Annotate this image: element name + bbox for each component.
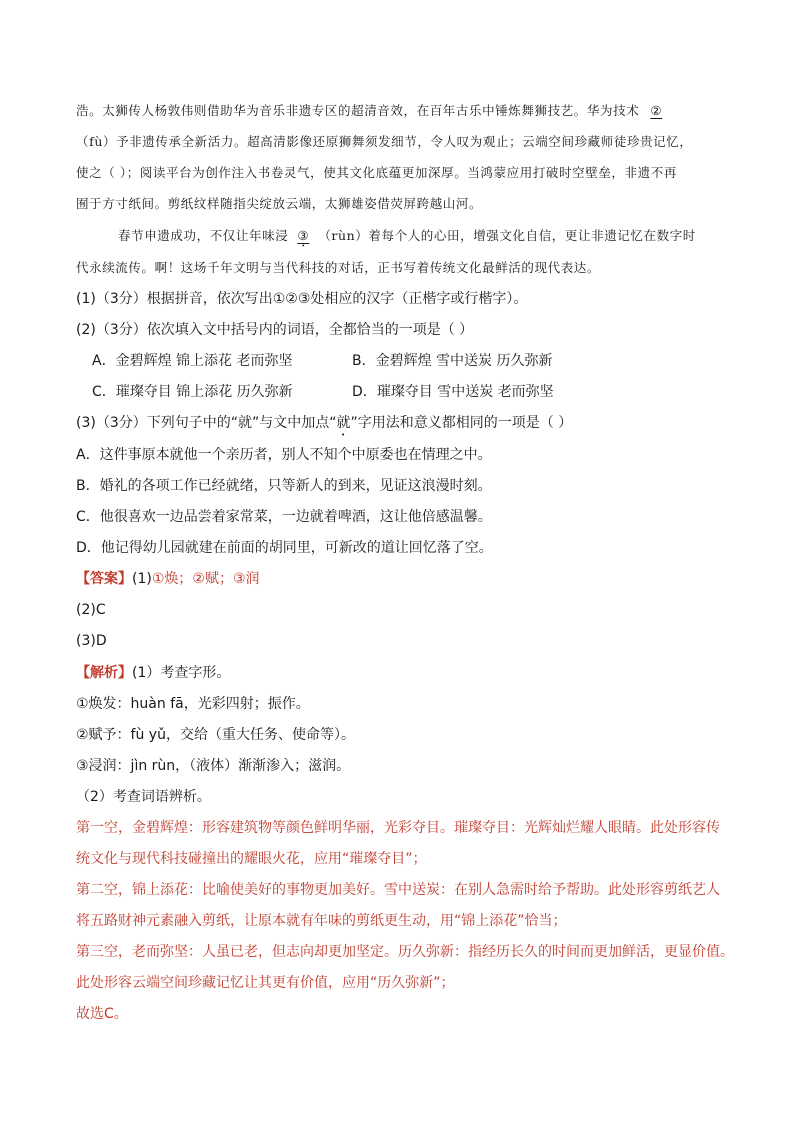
passage-text: 春节申遗成功，不仅让年味浸: [118, 228, 289, 243]
answer-line-2: (2)C: [76, 602, 106, 618]
passage-text: （rùn）着每个人的心田，增强文化自信，更让非遗记忆在数字时: [318, 228, 696, 243]
analysis-line-7: 统文化与现代科技碰撞出的耀眼火花，应用“璀璨夺目”；: [76, 851, 427, 867]
analysis-line-5: （2）考查词语辨析。: [76, 789, 211, 805]
q2-option-c: C．璀璨夺目 锦上添花 历久弥新: [92, 384, 293, 400]
analysis-label: 【解析】: [76, 665, 132, 681]
analysis-line-6: 第一空，金碧辉煌：形容建筑物等颜色鲜明华丽，光彩夺目。璀璨夺目：光辉灿烂耀人眼睛。此处形容传: [76, 820, 720, 836]
passage-text: 囿于方寸纸间。剪纸纹样随指尖绽放云端，太狮雄姿借荧屏跨越山河。: [76, 196, 483, 211]
analysis-text: (1）考查字形。: [132, 665, 231, 681]
passage-line-1: [76, 101, 673, 121]
analysis-line-8: 第二空，锦上添花：比喻使美好的事物更加美好。雪中送炭：在别人急需时给予帮助。此处形容剪纸艺人: [76, 882, 720, 898]
analysis-line-9: 将五路财神元素融入剪纸，让原本就有年味的剪纸更生动，用“锦上添花”恰当；: [76, 913, 567, 929]
passage-text: （fù）予非遗传承全新活力。超高清影像还原狮舞须发细节，令人叹为观止；云端空间珍藏师徒珍贵记忆，: [76, 134, 693, 149]
question-text: ”字用法和意义都相同的一项是（ ）: [350, 415, 573, 431]
passage-line-4: [76, 194, 482, 214]
passage-text: 代永续流传。啊！这场千年文明与当代科技的对话，正书写着传统文化最鲜活的现代表达。: [76, 260, 601, 275]
passage-text: 浩。太狮传人杨敦伟则借助华为音乐非遗专区的超清音效，在百年古乐中锤炼舞狮技艺。华为技术: [76, 103, 640, 118]
passage-line-6: [76, 258, 600, 278]
question-text: (3)（3分）下列句子中的“就”与文中加点“: [76, 415, 337, 431]
answer-line-3: (3)D: [76, 633, 107, 649]
analysis-line-2: ①焕发：huàn fā，光彩四射；振作。: [76, 696, 310, 712]
passage-line-2: [76, 132, 692, 152]
q3-option-c: C．他很喜欢一边品尝着家常菜，一边就着啤酒，这让他倍感温馨。: [76, 509, 492, 525]
analysis-line-11: 此处形容云端空间珍藏记忆让其更有价值，应用“历久弥新”；: [76, 975, 455, 991]
analysis-line-4: ③浸润：jìn rùn，（液体）渐渐渗入；滋润。: [76, 758, 351, 774]
question-1: (1)（3分）根据拼音，依次写出①②③处相应的汉字（正楷字或行楷字）。: [76, 291, 528, 307]
q2-option-b: B．金碧辉煌 雪中送炭 历久弥新: [352, 353, 553, 369]
passage-text: 使之（ ）；阅读平台为创作注入书卷灵气，使其文化底蕴更加深厚。当鸿蒙应用打破时空壁垒，非遗不再: [76, 165, 677, 180]
question-3: [76, 413, 572, 439]
answer-text: ①焕；②赋；③润: [151, 571, 260, 587]
q2-option-d: D．璀璨夺目 雪中送炭 老而弥坚: [352, 384, 554, 400]
q3-option-d: D．他记得幼儿园就建在前面的胡同里，可新改的道让回忆落了空。: [76, 540, 493, 556]
q2-option-a: A．金碧辉煌 锦上添花 老而弥坚: [92, 353, 293, 369]
question-2: (2)（3分）依次填入文中括号内的词语，全都恰当的一项是（ ）: [76, 322, 474, 338]
answer-line-1: [76, 569, 260, 589]
answer-label: 【答案】: [76, 571, 132, 587]
analysis-line-1: [76, 663, 230, 683]
passage-line-5: [118, 226, 696, 250]
q3-option-b: B．婚礼的各项工作已经就绪，只等新人的到来，见证这浪漫时刻。: [76, 478, 492, 494]
dotted-char: 就: [336, 415, 351, 431]
q3-option-a: A．这件事原本就他一个亲历者，别人不知个中原委也在情理之中。: [76, 447, 492, 463]
analysis-line-10: 第三空，老而弥坚：人虽已老，但志向却更加坚定。历久弥新：指经历长久的时间而更加鲜活，更显价值。: [76, 944, 734, 960]
blank-3: ③: [297, 228, 310, 243]
passage-line-3: [76, 163, 677, 183]
blank-2: ②: [650, 103, 663, 118]
analysis-line-3: ②赋予：fù yǔ，交给（重大任务、使命等）。: [76, 727, 355, 743]
analysis-line-12: 故选C。: [76, 1006, 128, 1022]
answer-text: (1): [132, 571, 152, 587]
